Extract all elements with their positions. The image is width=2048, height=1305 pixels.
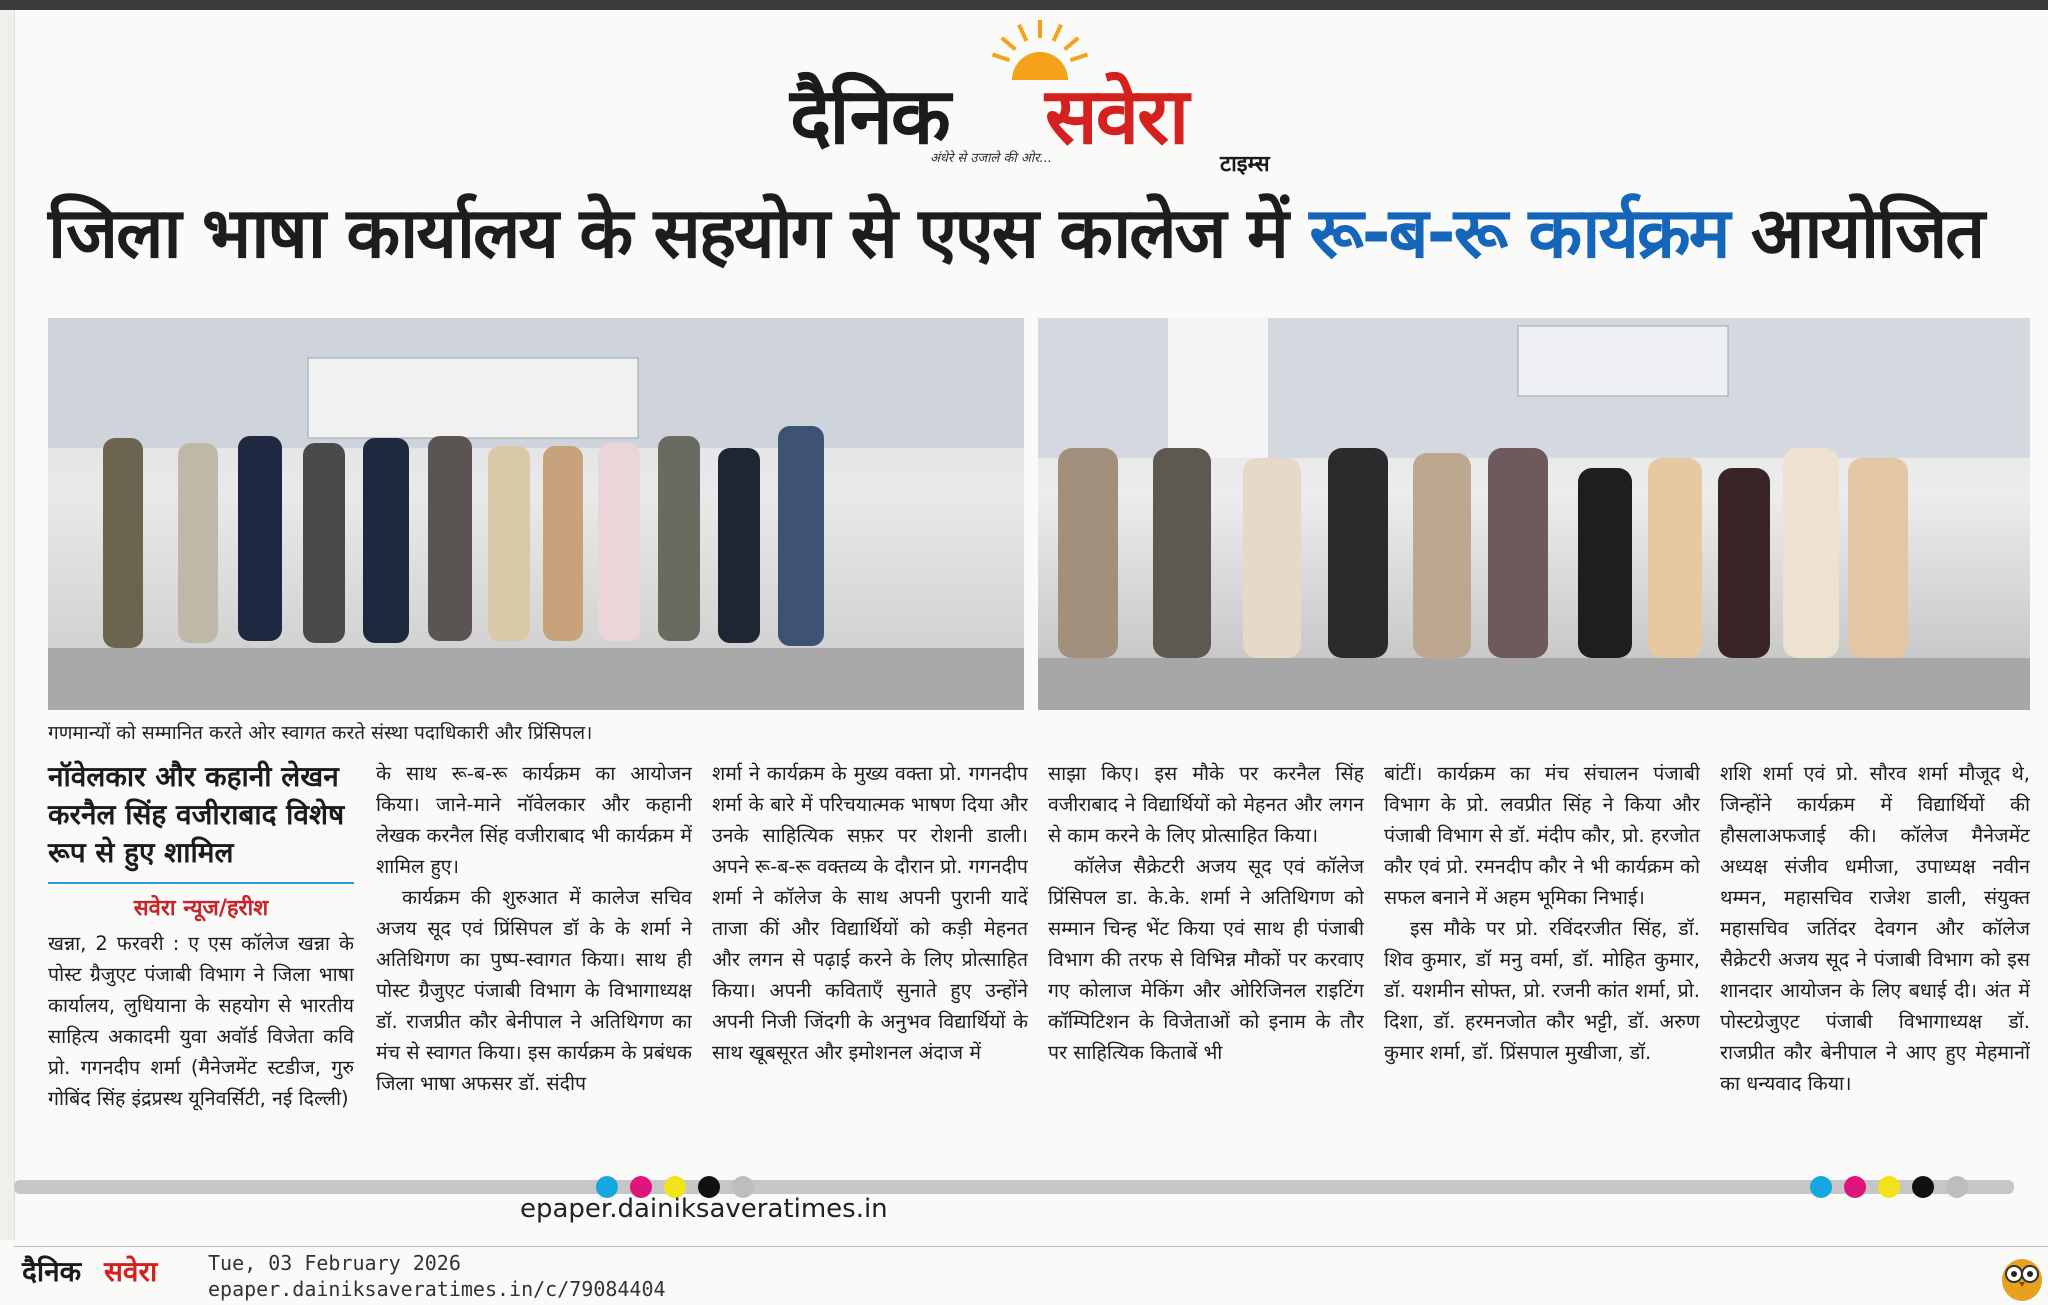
article-column-3 (712, 758, 1028, 1168)
column-4-para-2: कॉलेज सैक्रेटरी अजय सूद एवं कॉलेज प्रिंसिपल डा. के.के. शर्मा ने अतिथिगण को सम्मान चिन्ह भेंट किया एवं साथ ही पंजाबी विभाग की तरफ से विभिन्न मौकों पर करवाए गए कोलाज मेकिंग और ओरिजिनल राइटिंग कॉम्पिटिशन के विजेताओं को इनाम के तौर पर साहित्यिक किताबें भी (1048, 855, 1364, 1064)
article-subheadline: नॉवेलकार और कहानी लेखन करनैल सिंह वजीराबाद विशेष रूप से हुए शामिल (48, 760, 345, 869)
footer-meta (208, 1250, 666, 1302)
footer-url[interactable]: epaper.dainiksaveratimes.in/c/79084404 (208, 1277, 666, 1301)
registration-dot (1844, 1176, 1866, 1198)
epaper-url-center[interactable]: epaper.dainiksaveratimes.in (520, 1194, 888, 1224)
top-border (0, 0, 2048, 10)
masthead-name-red: सवेरा (1045, 72, 1188, 162)
column-5-para-2: इस मौके पर प्रो. रविंदरजीत सिंह, डॉ. शिव कुमार, डॉ मनु वर्मा, डॉ. मोहित कुमार, डॉ. यशमीन सोफ्त, प्रो. रजनी कांत शर्मा, प्रो. दिशा, डॉ. हरमनजोत कौर भट्टी, डॉ. अरुण कुमार शर्मा, डॉ. प्रिंसपाल मुखीजा, डॉ. (1384, 917, 1700, 1064)
footer-logo-red: सवेरा (104, 1255, 158, 1288)
photo-caption: गणमान्यों को सम्मानित करते ओर स्वागत करते संस्था पदाधिकारी और प्रिंसिपल। (48, 722, 593, 744)
column-3-text: शर्मा ने कार्यक्रम के मुख्य वक्ता प्रो. गगनदीप शर्मा के बारे में परिचयात्मक भाषण दिया और उनके साहित्यिक सफ़र पर रोशनी डाली। अपने रू-ब-रू वक्तव्य के दौरान प्रो. गगनदीप शर्मा ने कॉलेज के साथ अपनी पुरानी यादें ताजा कीं और विद्यार्थियों को कड़ी मेहनत और लगन से पढ़ाई करने के लिए प्रोत्साहित किया। अपनी कविताएँ सुनाते हुए उन्होंने अपनी निजी जिंदगी के अनुभव विद्यार्थियों के साथ खूबसूरत और इमोशनल अंदाज में (712, 762, 1028, 1064)
photo-left-honoring (48, 318, 1024, 710)
registration-dot (1878, 1176, 1900, 1198)
registration-dot (1946, 1176, 1968, 1198)
article-column-2 (376, 758, 692, 1168)
column-6-text: शशि शर्मा एवं प्रो. सौरव शर्मा मौजूद थे, जिन्होंने कार्यक्रम में विद्यार्थियों की हौसलाअफजाई की। कॉलेज मैनेजमेंट अध्यक्ष संजीव धमीजा, उपाध्यक्ष नवीन थम्मन, महासचिव राजेश डाली, संयुक्त महासचिव जतिंदर देवगन और कॉलेज सैक्रेटरी अजय सूद ने पंजाबी विभाग को इस शानदार आयोजन के लिए बधाई दी। अंत में पोस्टग्रेजुएट पंजाबी विभागाध्यक्ष डॉ. राजप्रीत कौर बेनीपाल ने आए हुए मेहमानों का धन्यवाद किया। (1720, 762, 2030, 1095)
column-2-para-2: कार्यक्रम की शुरुआत में कालेज सचिव अजय सूद एवं प्रिंसिपल डॉ के के शर्मा ने अतिथिगण का पुष्प-स्वागत किया। साथ ही पोस्ट ग्रैजुएट पंजाबी विभाग के विभागाध्यक्ष डॉ. राजप्रीत कौर बेनीपाल ने अतिथिगण का मंच से स्वागत किया। इस कार्यक्रम के प्रबंधक जिला भाषा अफसर डॉ. संदीप (376, 886, 692, 1095)
footer-logo-black: दैनिक (22, 1255, 82, 1288)
article-column-5 (1384, 758, 1700, 1168)
headline-highlight: रू-ब-रू कार्यक्रम (1309, 192, 1729, 274)
footer-divider (14, 1246, 2048, 1247)
subhead-rule (48, 882, 354, 884)
photo-right-scene (1038, 318, 2030, 710)
photo-left-scene (48, 318, 1024, 710)
column-2-para-1: के साथ रू-ब-रू कार्यक्रम का आयोजन किया। जाने-माने नॉवेलकार और कहानी लेखक करनैल सिंह वजीराबाद भी कार्यक्रम में शामिल हुए। (376, 762, 692, 878)
registration-marks-right (1810, 1176, 1968, 1200)
masthead-tagline: अंधेरे से उजाले की ओर... (930, 151, 1052, 166)
masthead-name-black: दैनिक (790, 72, 949, 162)
owl-icon (1998, 1250, 2046, 1302)
photo-right-group (1038, 318, 2030, 710)
article-column-1 (48, 928, 354, 1168)
print-bottom-bar (14, 1180, 2014, 1194)
article-column-6 (1720, 758, 2030, 1168)
footer-logo (22, 1250, 182, 1300)
column-4-para-1: साझा किए। इस मौके पर करनैल सिंह वजीराबाद ने विद्यार्थियों को मेहनत और लगन से काम करने के लिए प्रोत्साहित किया। (1048, 762, 1364, 847)
masthead-logo (780, 20, 1300, 177)
masthead-suffix: टाइम्स (1220, 152, 1270, 177)
left-page-strip (0, 10, 15, 1240)
registration-dot (1810, 1176, 1832, 1198)
headline-part2: आयोजित (1728, 192, 1984, 274)
headline-part1: जिला भाषा कार्यालय के सहयोग से एएस कालेज में (48, 192, 1310, 274)
article-headline (48, 178, 2038, 288)
article-column-4 (1048, 758, 1364, 1168)
registration-dot (1912, 1176, 1934, 1198)
column-5-para-1: बांटीं। कार्यक्रम का मंच संचालन पंजाबी विभाग के प्रो. लवप्रीत सिंह ने किया और पंजाबी विभाग से डॉ. मंदीप कौर, प्रो. हरजोत कौर एवं प्रो. रमनदीप कौर ने भी कार्यक्रम को सफल बनाने में अहम भूमिका निभाई। (1384, 762, 1700, 909)
column-1-text: खन्ना, 2 फरवरी : ए एस कॉलेज खन्ना के पोस्ट ग्रैजुएट पंजाबी विभाग ने जिला भाषा कार्यालय, लुधियाना के सहयोग से भारतीय साहित्य अकादमी युवा अवॉर्ड विजेता कवि प्रो. गगनदीप शर्मा (मैनेजमेंट स्टडीज, गुरु गोबिंद सिंह इंद्रप्रस्थ यूनिवर्सिटी, नई दिल्ली) (48, 932, 354, 1110)
byline: सवेरा न्यूज/हरीश (133, 896, 269, 921)
footer-date: Tue, 03 February 2026 (208, 1251, 461, 1275)
